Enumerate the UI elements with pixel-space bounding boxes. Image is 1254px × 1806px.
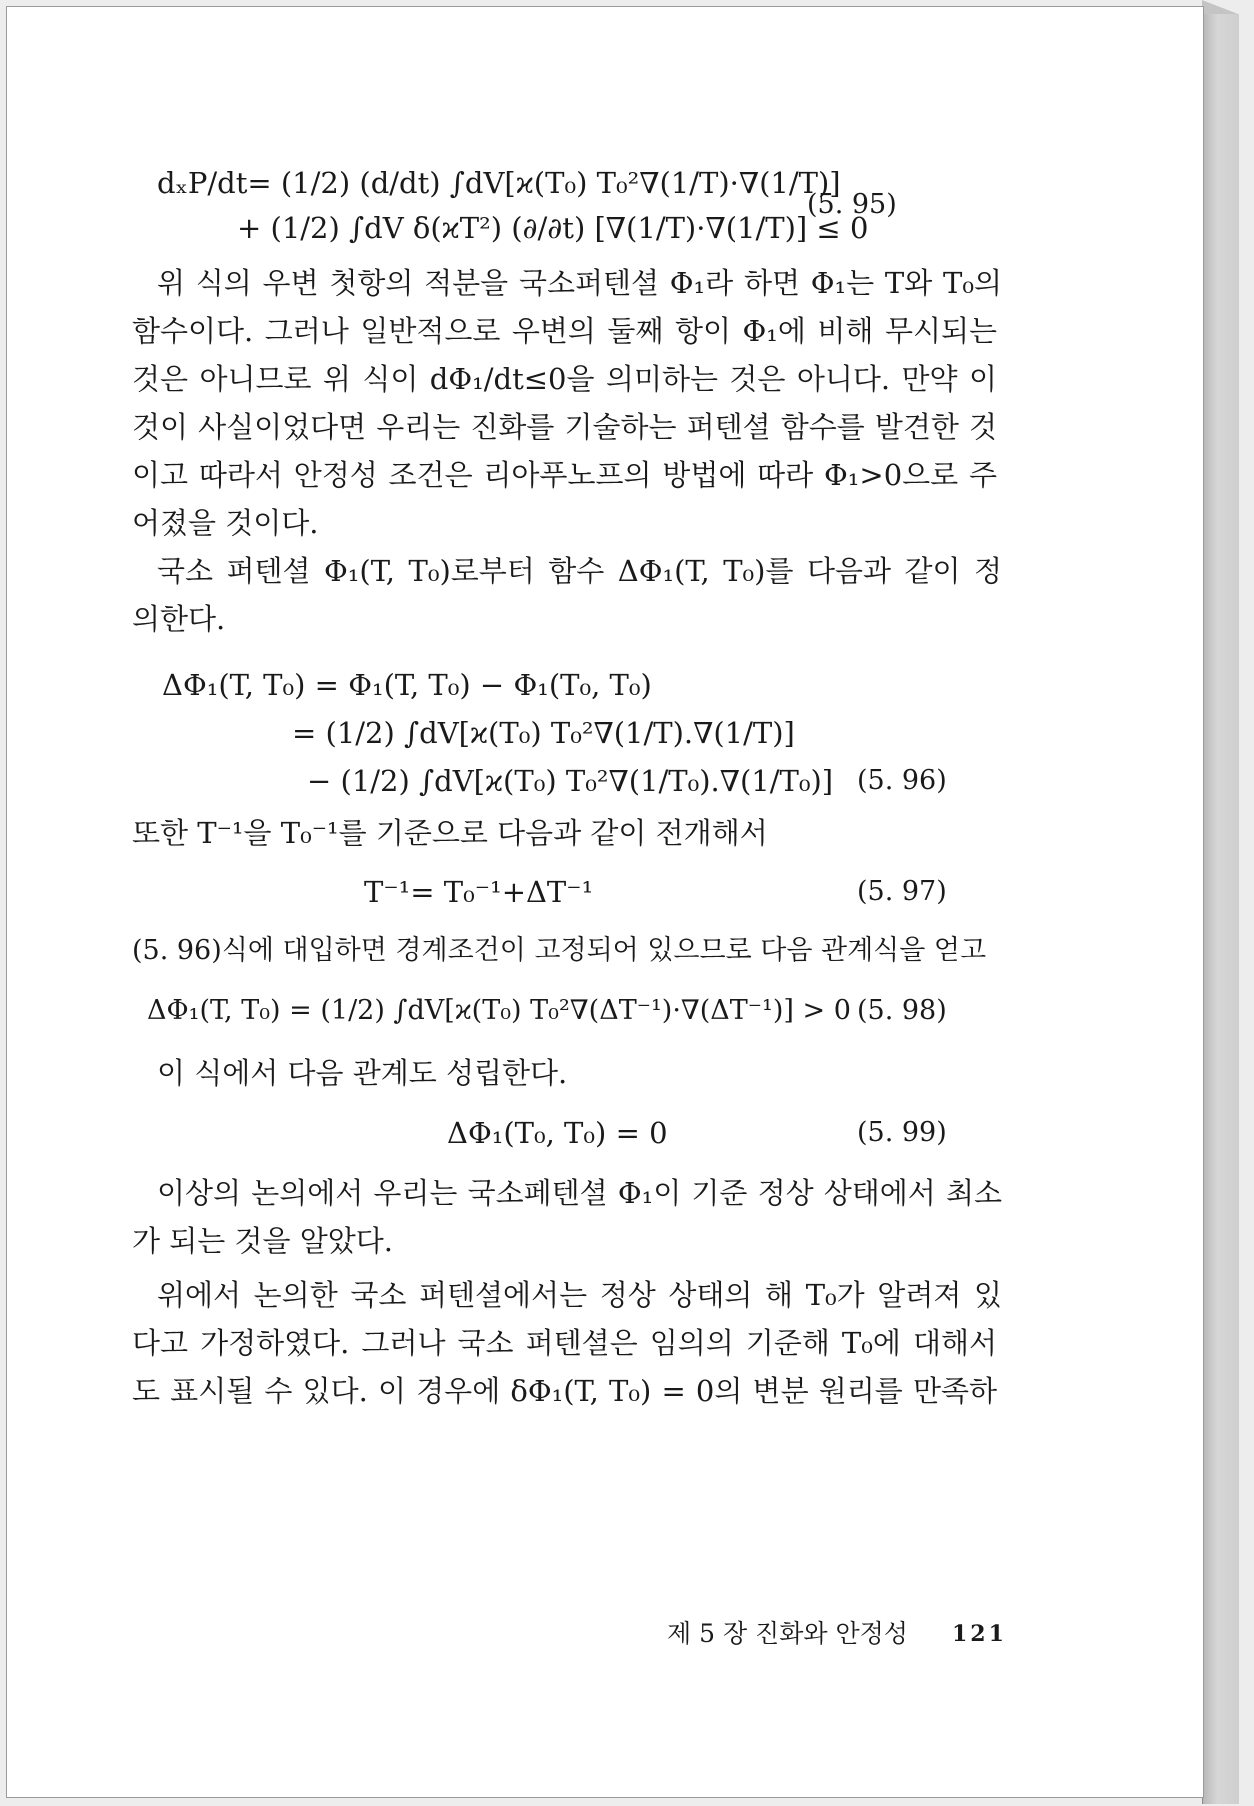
paragraph-1-line-6: 어졌을 것이다. bbox=[132, 506, 319, 540]
equation-5-95-line-1: dₓP/dt= (1/2) (d/dt) ∫dV[ϰ(T₀) T₀²∇(1/T)·∇(1/T)] bbox=[157, 166, 841, 200]
paragraph-1-line-1: 위 식의 우변 첫항의 적분을 국소퍼텐셜 Φ₁라 하면 Φ₁는 T와 T₀의 bbox=[157, 266, 1002, 300]
equation-5-95-line-2: + (1/2) ∫dV δ(ϰT²) (∂/∂t) [∇(1/T)·∇(1/T)] ≤ 0 bbox=[237, 211, 869, 245]
paragraph-3-line-1: 또한 T⁻¹을 T₀⁻¹를 기준으로 다음과 같이 전개해서 bbox=[132, 816, 768, 850]
equation-number-5-97: (5. 97) bbox=[857, 876, 947, 907]
equation-5-99: ΔΦ₁(T₀, T₀) = 0 bbox=[447, 1116, 668, 1150]
paragraph-6-line-1: 이상의 논의에서 우리는 국소페텐셜 Φ₁이 기준 정상 상태에서 최소 bbox=[157, 1176, 1002, 1210]
paragraph-7-line-3: 도 표시될 수 있다. 이 경우에 δΦ₁(T, T₀) = 0의 변분 원리를 만족하 bbox=[132, 1374, 997, 1408]
paragraph-1-line-5: 이고 따라서 안정성 조건은 리아푸노프의 방법에 따라 Φ₁>0으로 주 bbox=[132, 458, 997, 492]
book-page bbox=[6, 6, 1204, 1798]
equation-5-96-line-2: = (1/2) ∫dV[ϰ(T₀) T₀²∇(1/T).∇(1/T)] bbox=[292, 716, 795, 750]
page-edge-shadow bbox=[1202, 14, 1239, 1804]
paragraph-7-line-2: 다고 가정하였다. 그러나 국소 퍼텐셜은 임의의 기준해 T₀에 대해서 bbox=[132, 1326, 997, 1360]
page-number: 121 bbox=[952, 1621, 1007, 1647]
paragraph-7-line-1: 위에서 논의한 국소 퍼텐셜에서는 정상 상태의 해 T₀가 알려져 있 bbox=[157, 1278, 1002, 1312]
paragraph-6-line-2: 가 되는 것을 알았다. bbox=[132, 1224, 393, 1258]
paragraph-4-line-1: (5. 96)식에 대입하면 경계조건이 고정되어 있으므로 다음 관계식을 얻고 bbox=[132, 935, 987, 966]
running-footer-chapter: 제 5 장 진화와 안정성 bbox=[667, 1619, 908, 1648]
equation-number-5-99: (5. 99) bbox=[857, 1117, 947, 1148]
equation-5-98: ΔΦ₁(T, T₀) = (1/2) ∫dV[ϰ(T₀) T₀²∇(ΔT⁻¹)·∇(ΔT⁻¹)] > 0 bbox=[147, 995, 851, 1026]
page-edge-corner bbox=[1202, 0, 1238, 14]
equation-5-96-line-3: − (1/2) ∫dV[ϰ(T₀) T₀²∇(1/T₀).∇(1/T₀)] bbox=[307, 764, 834, 798]
paragraph-5-line-1: 이 식에서 다음 관계도 성립한다. bbox=[157, 1056, 568, 1090]
equation-number-5-95: (5. 95) bbox=[807, 189, 897, 220]
paragraph-2-line-1: 국소 퍼텐셜 Φ₁(T, T₀)로부터 함수 ΔΦ₁(T, T₀)를 다음과 같이 정 bbox=[157, 554, 1002, 588]
equation-number-5-98: (5. 98) bbox=[857, 995, 947, 1026]
paragraph-1-line-2: 함수이다. 그러나 일반적으로 우변의 둘째 항이 Φ₁에 비해 무시되는 bbox=[132, 314, 997, 348]
paragraph-2-line-2: 의한다. bbox=[132, 602, 226, 636]
paragraph-1-line-4: 것이 사실이었다면 우리는 진화를 기술하는 퍼텐셜 함수를 발견한 것 bbox=[132, 410, 997, 444]
equation-number-5-96: (5. 96) bbox=[857, 765, 947, 796]
paragraph-1-line-3: 것은 아니므로 위 식이 dΦ₁/dt≤0을 의미하는 것은 아니다. 만약 이 bbox=[132, 362, 997, 396]
equation-5-96-line-1: ΔΦ₁(T, T₀) = Φ₁(T, T₀) − Φ₁(T₀, T₀) bbox=[162, 668, 652, 702]
equation-5-97: T⁻¹= T₀⁻¹+ΔT⁻¹ bbox=[364, 875, 594, 909]
